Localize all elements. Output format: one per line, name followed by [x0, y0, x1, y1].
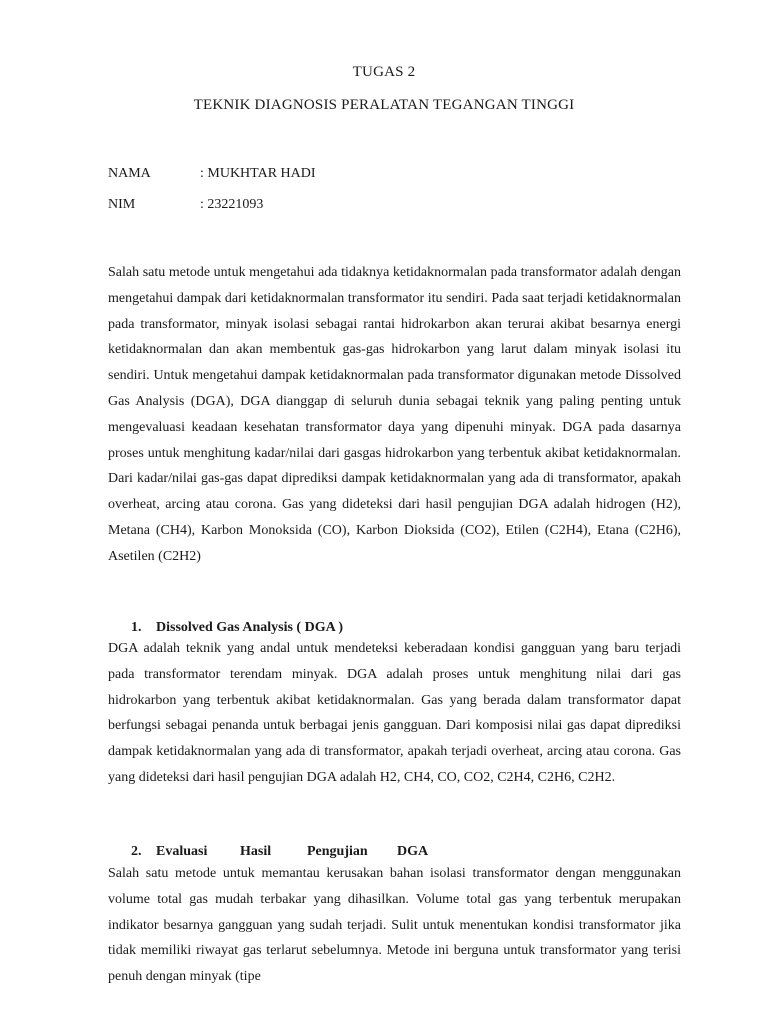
heading-word: Pengujian	[307, 844, 368, 859]
section-heading-2	[131, 844, 428, 860]
section-body-2: Salah satu metode untuk memantau kerusakan bahan isolasi transformator dengan menggunakan volume total gas mudah terbakar yang dihasilkan. Volume total gas yang terbentuk merupakan indikator besarnya gangguan yang sudah terjadi. Sulit untuk menentukan kondisi transformator jika tidak memiliki riwayat gas terlarut sebelumnya. Metode ini berguna untuk transformator yang terisi penuh dengan minyak (tipe	[108, 866, 681, 985]
field-label: NIM	[108, 197, 136, 212]
document-subtitle: TEKNIK DIAGNOSIS PERALATAN TEGANGAN TINGGI	[193, 97, 575, 113]
section-body-1: DGA adalah teknik yang andal untuk mendeteksi keberadaan kondisi gangguan yang baru terjadi pada transformator terendam minyak. DGA adalah proses untuk menghitung nilai dari gas hidrokarbon yang terbentuk akibat ketidaknormalan. Gas yang berada dalam transformator dapat berfungsi sebagai penanda untuk berbagai jenis gangguan. Dari komposisi nilai gas dapat diprediksi dampak ketidaknormalan yang ada di transformator, apakah terjadi overheat, arcing atau corona. Gas yang dideteksi dari hasil pengujian DGA adalah H2, CH4, CO, CO2, C2H4, C2H6, C2H2.	[108, 641, 681, 785]
field-row-nama	[108, 166, 316, 182]
field-value: : 23221093	[200, 197, 264, 212]
heading-word: DGA	[397, 844, 429, 859]
intro-paragraph: Salah satu metode untuk mengetahui ada tidaknya ketidaknormalan pada transformator adalah dengan mengetahui dampak dari ketidaknormalan transformator itu sendiri. Pada saat terjadi ketidaknormalan pada transformator, minyak isolasi sebagai rantai hidrokarbon akan terurai akibat besarnya energi ketidaknormalan dan akan membentuk gas-gas hidrokarbon yang larut dalam minyak isolasi itu sendiri. Untuk mengetahui dampak ketidaknormalan pada transformator digunakan metode Dissolved Gas Analysis (DGA), DGA dianggap di seluruh dunia sebagai teknik yang paling penting untuk mengevaluasi keadaan kesehatan transformator daya yang dipenuhi minyak. DGA pada dasarnya proses untuk menghitung kadar/nilai dari gasgas hidrokarbon yang terbentuk akibat ketidaknormalan. Dari kadar/nilai gas-gas dapat diprediksi dampak ketidaknormalan yang ada di transformator, apakah overheat, arcing atau corona. Gas yang dideteksi dari hasil pengujian DGA adalah hidrogen (H2), Metana (CH4), Karbon Monoksida (CO), Karbon Dioksida (CO2), Etilen (C2H4), Etana (C2H6), Asetilen (C2H2)	[108, 265, 681, 564]
heading-word: Evaluasi	[156, 844, 208, 859]
section-heading-text: Dissolved Gas Analysis ( DGA )	[156, 620, 344, 635]
section-number: 1.	[131, 620, 142, 635]
document-title: TUGAS 2	[352, 64, 416, 80]
heading-word: Hasil	[240, 844, 272, 859]
field-value: : MUKHTAR HADI	[200, 166, 316, 181]
field-label: NAMA	[108, 166, 151, 181]
field-row-nim	[108, 197, 263, 213]
section-heading-1	[131, 620, 343, 636]
section-number: 2.	[131, 844, 142, 859]
